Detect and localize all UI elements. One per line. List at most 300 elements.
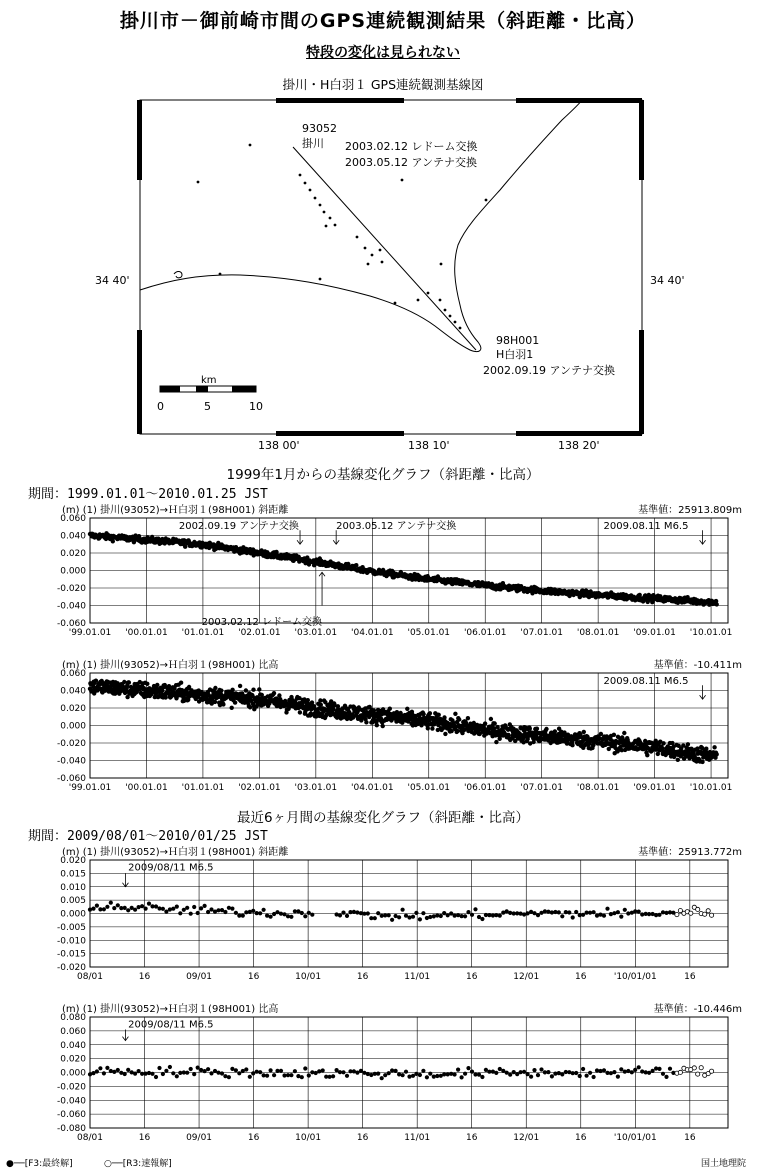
station2-id: 98H001	[496, 334, 540, 347]
final-data-point	[150, 1072, 154, 1076]
map-station-dot	[454, 321, 457, 324]
final-data-point	[164, 1069, 168, 1073]
y-tick-label: 0.020	[60, 856, 86, 866]
final-data-point	[178, 911, 182, 915]
final-data-point	[221, 702, 225, 706]
final-data-point	[199, 906, 203, 910]
x-tick-label: 16	[575, 972, 587, 982]
final-data-point	[279, 912, 283, 916]
final-data-point	[473, 907, 477, 911]
final-data-point	[622, 731, 626, 735]
y-tick-label: 0.080	[60, 1013, 86, 1023]
final-data-point	[105, 1066, 109, 1070]
final-data-point	[493, 721, 497, 725]
final-data-point	[494, 740, 498, 744]
final-data-point	[574, 910, 578, 914]
final-data-point	[585, 1074, 589, 1078]
final-data-point	[616, 910, 620, 914]
final-data-point	[345, 914, 349, 918]
final-data-point	[321, 1068, 325, 1072]
map-station-dot	[334, 224, 337, 227]
final-data-point	[388, 707, 392, 711]
final-data-point	[704, 747, 708, 751]
page-subtitle: 特段の変化は見られない	[306, 45, 460, 61]
y-tick-label: 0.005	[60, 896, 86, 907]
final-data-point	[196, 1066, 200, 1070]
final-data-point	[397, 915, 401, 919]
final-data-point	[535, 727, 539, 731]
final-data-point	[220, 1071, 224, 1075]
y-tick-label: -0.060	[56, 619, 86, 629]
final-data-point	[171, 907, 175, 911]
x-tick-label: 16	[684, 972, 696, 982]
final-data-point	[279, 1069, 283, 1073]
final-data-point	[387, 913, 391, 917]
footer-organization: 国土地理院	[700, 1159, 746, 1169]
final-data-point	[592, 910, 596, 914]
final-data-point	[623, 1070, 627, 1074]
final-data-point	[227, 906, 231, 910]
y-tick-label: 0.010	[60, 882, 86, 893]
section1-title: 1999年1月からの基線変化グラフ（斜距離・比高）	[226, 467, 540, 483]
map-station-dot	[381, 261, 384, 264]
final-data-point	[122, 680, 126, 684]
x-tick-label: '10.01.01	[689, 628, 733, 638]
y-tick-label: -0.005	[56, 922, 86, 933]
chart4-title: (m) (1) 掛川(93052)→Ｈ白羽１(98H001) 比高	[62, 1004, 279, 1015]
x-tick-label: 16	[575, 1133, 587, 1143]
final-data-point	[519, 912, 523, 916]
scale-bar	[157, 375, 263, 413]
section2-period: 期間：2009/08/01～2010/01/25 JST	[28, 829, 268, 844]
final-data-point	[112, 906, 116, 910]
rapid-data-point	[706, 909, 710, 913]
final-data-point	[364, 720, 368, 724]
station1-note-2: 2003.05.12 アンテナ交換	[345, 156, 478, 169]
final-data-point	[303, 914, 307, 918]
data-points	[88, 679, 719, 765]
x-tick-label: 11/01	[404, 972, 431, 982]
final-data-point	[109, 901, 113, 905]
final-data-point	[455, 729, 459, 733]
final-data-point	[168, 1065, 172, 1069]
final-data-point	[498, 914, 502, 918]
final-data-point	[428, 915, 432, 919]
final-data-point	[331, 1074, 335, 1078]
final-data-point	[234, 911, 238, 915]
final-data-point	[567, 910, 571, 914]
event-annotation: 2003.02.12 レドーム交換	[201, 617, 323, 628]
final-data-point	[630, 1070, 634, 1074]
x-tick-label: 16	[465, 972, 478, 982]
final-data-point	[657, 1067, 661, 1071]
final-data-point	[289, 915, 293, 919]
x-tick-label: 16	[684, 1133, 696, 1143]
final-data-point	[442, 715, 446, 719]
final-data-point	[147, 902, 151, 906]
x-tick-label: 16	[465, 1133, 478, 1143]
final-data-point	[293, 1069, 297, 1073]
map-station-dot	[401, 179, 404, 182]
final-data-point	[298, 710, 302, 714]
final-data-point	[133, 908, 137, 912]
chart3-title: (m) (1) 掛川(93052)→Ｈ白羽１(98H001) 斜距離	[62, 847, 289, 858]
lon-label-1: 138 00'	[258, 439, 300, 452]
map-station-dot	[309, 189, 312, 192]
section1-period: 期間：1999.01.01～2010.01.25 JST	[28, 487, 268, 502]
rapid-data-point	[689, 911, 693, 915]
y-tick-label: 0.015	[60, 869, 86, 880]
final-data-point	[116, 903, 120, 907]
final-data-point	[407, 1075, 411, 1079]
x-tick-label: '08.01.01	[576, 628, 620, 638]
map-station-dot	[367, 263, 370, 266]
final-data-point	[661, 1072, 665, 1076]
final-data-point	[381, 724, 385, 728]
final-data-point	[192, 905, 196, 909]
final-data-point	[443, 732, 447, 736]
final-data-point	[209, 907, 213, 911]
final-data-point	[192, 1072, 196, 1076]
final-data-point	[532, 1068, 536, 1072]
final-data-point	[137, 905, 141, 909]
final-data-point	[418, 917, 422, 921]
final-data-point	[411, 915, 415, 919]
final-data-point	[213, 700, 217, 704]
final-data-point	[536, 1073, 540, 1077]
final-data-point	[598, 1069, 602, 1073]
map-station-dot	[356, 236, 359, 239]
final-data-point	[102, 1071, 106, 1075]
final-data-point	[456, 913, 460, 917]
y-tick-label: 0.040	[60, 686, 86, 697]
final-data-point	[95, 1069, 99, 1073]
x-tick-label: 12/01	[513, 972, 540, 982]
final-data-point	[189, 912, 193, 916]
final-data-point	[206, 1067, 210, 1071]
event-annotation: 2009/08/11 M6.5	[128, 862, 214, 874]
map-station-dot	[329, 217, 332, 220]
final-data-point	[376, 1072, 380, 1076]
final-data-point	[581, 913, 585, 917]
final-data-point	[553, 729, 557, 733]
final-data-point	[426, 726, 430, 730]
final-data-point	[489, 717, 493, 721]
y-tick-label: 0.020	[60, 1054, 86, 1065]
x-tick-label: '09.01.01	[633, 628, 676, 638]
final-data-point	[300, 1075, 304, 1079]
rapid-data-point	[710, 1069, 714, 1073]
station2-note: 2002.09.19 アンテナ交換	[483, 364, 616, 377]
rapid-data-point	[696, 1072, 700, 1076]
map-station-dot	[319, 278, 322, 281]
final-data-point	[372, 708, 376, 712]
final-data-point	[668, 1067, 672, 1071]
final-data-point	[307, 1073, 311, 1077]
final-data-point	[470, 1070, 474, 1074]
final-data-point	[394, 1069, 398, 1073]
final-data-point	[432, 914, 436, 918]
final-data-point	[430, 726, 434, 730]
final-data-point	[203, 904, 207, 908]
final-data-point	[401, 908, 405, 912]
final-data-point	[126, 908, 130, 912]
data-points	[88, 531, 719, 607]
final-data-point	[571, 915, 575, 919]
final-data-point	[227, 1075, 231, 1079]
final-data-point	[390, 918, 394, 922]
final-data-point	[466, 1066, 470, 1070]
final-data-point	[456, 1068, 460, 1072]
final-data-point	[375, 723, 379, 727]
y-tick-label: -0.060	[56, 774, 86, 784]
final-data-point	[592, 1075, 596, 1079]
map-title: 掛川・H白羽１ GPS連続観測基線図	[282, 77, 484, 92]
final-data-point	[602, 1068, 606, 1072]
x-tick-label: '99.01.01	[68, 628, 112, 638]
final-data-point	[550, 1074, 554, 1078]
rapid-data-point	[710, 913, 714, 917]
map-station-dot	[304, 182, 307, 185]
final-data-point	[257, 687, 261, 691]
final-data-point	[175, 905, 179, 909]
x-tick-label: '06.01.01	[463, 783, 507, 793]
final-data-point	[466, 716, 470, 720]
final-data-point	[251, 688, 255, 692]
map-station-dot	[371, 254, 374, 257]
rapid-data-point	[696, 907, 700, 911]
final-data-point	[557, 910, 561, 914]
final-data-point	[171, 1071, 175, 1075]
final-data-point	[439, 914, 443, 918]
final-data-point	[460, 1075, 464, 1079]
final-data-point	[508, 911, 512, 915]
x-tick-label: '01.01.01	[181, 783, 225, 793]
chart-slope-distance-long	[0, 513, 766, 643]
event-annotation: 2002.09.19 アンテナ交換	[178, 520, 299, 532]
y-tick-label: 0.000	[60, 909, 86, 920]
section2-title: 最近6ヶ月間の基線変化グラフ（斜距離・比高）	[236, 810, 530, 826]
final-data-point	[272, 691, 276, 695]
final-data-point	[640, 912, 644, 916]
final-data-point	[712, 745, 716, 749]
final-data-point	[269, 915, 273, 919]
final-data-point	[237, 1071, 241, 1075]
final-data-point	[155, 683, 159, 687]
final-data-point	[144, 907, 148, 911]
map-station-dot	[394, 302, 397, 305]
x-tick-label: 16	[356, 1133, 369, 1143]
final-data-point	[626, 911, 630, 915]
final-data-point	[453, 712, 457, 716]
map-station-dot	[249, 144, 252, 147]
final-data-point	[272, 1073, 276, 1077]
final-data-point	[319, 703, 323, 707]
final-data-point	[401, 1073, 405, 1077]
final-data-point	[196, 911, 200, 915]
map-station-dot	[449, 315, 452, 318]
final-data-point	[248, 705, 252, 709]
map-station-dot	[197, 181, 200, 184]
final-data-point	[609, 912, 613, 916]
final-data-point	[289, 1073, 293, 1077]
lon-label-3: 138 20'	[558, 439, 600, 452]
station1-name: 掛川	[302, 137, 324, 150]
final-data-point	[570, 743, 574, 747]
coastline	[140, 100, 582, 352]
event-annotation: 2003.05.12 アンテナ交換	[336, 520, 457, 532]
final-data-point	[661, 741, 665, 745]
final-data-point	[470, 913, 474, 917]
final-data-point	[338, 913, 342, 917]
chart3-reference: 基準値：25913.772m	[638, 847, 742, 858]
chart2-reference: 基準値：-10.411m	[653, 660, 742, 671]
scale-tick-10: 10	[249, 400, 263, 413]
final-data-point	[341, 911, 345, 915]
final-data-point	[619, 1067, 623, 1071]
x-tick-label: 08/01	[77, 1133, 103, 1143]
final-data-point	[661, 910, 665, 914]
x-tick-label: '01.01.01	[181, 628, 225, 638]
chart4-reference: 基準値：-10.446m	[653, 1004, 742, 1015]
x-tick-label: 09/01	[186, 1133, 213, 1143]
x-tick-label: '09.01.01	[633, 783, 676, 793]
final-data-point	[209, 1071, 213, 1075]
x-tick-label: 10/01	[295, 972, 322, 982]
final-data-point	[230, 907, 234, 911]
final-data-point	[526, 1072, 530, 1076]
map-station-dot	[444, 309, 447, 312]
map-station-dot	[427, 292, 430, 295]
final-data-point	[536, 913, 540, 917]
final-data-point	[234, 1068, 238, 1072]
final-data-point	[91, 907, 95, 911]
map-station-dot	[440, 263, 443, 266]
final-data-point	[387, 1071, 391, 1075]
final-data-point	[560, 1072, 564, 1076]
final-data-point	[303, 1066, 307, 1070]
chart-slope-distance-recent	[0, 855, 766, 985]
final-data-point	[277, 693, 281, 697]
x-tick-label: '00.01.01	[125, 783, 168, 793]
legend-rapid: ○──[R3:速報解]	[104, 1159, 172, 1169]
map-station-dot	[485, 199, 488, 202]
chart-height-diff-recent	[0, 1012, 766, 1147]
final-data-point	[341, 1070, 345, 1074]
final-data-point	[161, 907, 165, 911]
final-data-point	[123, 906, 127, 910]
y-tick-label: -0.040	[56, 1096, 86, 1107]
final-data-point	[230, 688, 234, 692]
final-data-point	[480, 1075, 484, 1079]
final-data-point	[437, 713, 441, 717]
y-tick-label: -0.060	[56, 1110, 86, 1121]
x-tick-label: 08/01	[77, 972, 103, 982]
final-data-point	[248, 1075, 252, 1079]
x-tick-label: 16	[138, 1133, 151, 1143]
data-points	[88, 901, 714, 922]
final-data-point	[317, 1069, 321, 1073]
final-data-point	[483, 721, 487, 725]
final-data-point	[189, 1067, 193, 1071]
final-data-point	[233, 700, 237, 704]
chart1-reference: 基準値：25913.809m	[638, 505, 742, 516]
station1-note-1: 2003.02.12 レドーム交換	[345, 140, 478, 153]
final-data-point	[428, 711, 432, 715]
y-tick-label: 0.020	[60, 704, 86, 714]
x-tick-label: '02.01.01	[238, 783, 281, 793]
x-tick-label: 16	[356, 972, 369, 982]
final-data-point	[640, 1069, 644, 1073]
final-data-point	[605, 907, 609, 911]
rapid-data-point	[692, 1066, 696, 1070]
final-data-point	[623, 908, 627, 912]
y-tick-label: 0.060	[60, 1026, 86, 1037]
station1-id: 93052	[302, 122, 337, 135]
chart1-title: (m) (1) 掛川(93052)→Ｈ白羽１(98H001) 斜距離	[62, 505, 289, 516]
final-data-point	[116, 1068, 120, 1072]
final-data-point	[244, 688, 248, 692]
final-data-point	[175, 1074, 179, 1078]
final-data-point	[300, 911, 304, 915]
final-data-point	[560, 914, 564, 918]
y-tick-label: -0.015	[56, 949, 86, 960]
final-data-point	[179, 681, 183, 685]
final-data-point	[546, 1070, 550, 1074]
final-data-point	[686, 742, 690, 746]
page-title: 掛川市－御前崎市間のGPS連続観測結果（斜距離・比高）	[119, 10, 647, 32]
final-data-point	[645, 753, 649, 757]
baseline-map	[0, 0, 766, 460]
final-data-point	[407, 915, 411, 919]
x-tick-label: '00.01.01	[125, 628, 168, 638]
final-data-point	[355, 910, 359, 914]
final-data-point	[612, 1070, 616, 1074]
x-tick-label: 16	[247, 1133, 260, 1143]
final-data-point	[376, 911, 380, 915]
map-stations	[197, 144, 488, 330]
final-data-point	[310, 913, 314, 917]
y-tick-label: -0.010	[56, 936, 86, 947]
x-tick-label: '02.01.01	[238, 628, 281, 638]
event-annotation: 2009.08.11 M6.5	[603, 520, 689, 532]
final-data-point	[105, 905, 109, 909]
final-data-point	[446, 1072, 450, 1076]
x-tick-label: '04.01.01	[351, 628, 394, 638]
final-data-point	[241, 914, 245, 918]
y-tick-label: -0.040	[56, 756, 86, 767]
final-data-point	[126, 1068, 130, 1072]
final-data-point	[244, 1067, 248, 1071]
final-data-point	[133, 1072, 137, 1076]
final-data-point	[544, 727, 548, 731]
final-data-point	[602, 914, 606, 918]
final-data-point	[238, 684, 242, 688]
final-data-point	[161, 1072, 165, 1076]
final-data-point	[109, 1069, 113, 1073]
x-tick-label: 09/01	[186, 972, 213, 982]
final-data-point	[578, 1074, 582, 1078]
final-data-point	[414, 911, 418, 915]
lat-label-right: 34 40'	[650, 274, 685, 287]
final-data-point	[581, 1067, 585, 1071]
final-data-point	[457, 717, 461, 721]
final-data-point	[147, 1071, 151, 1075]
map-station-dot	[299, 174, 302, 177]
y-tick-label: 0.040	[60, 1040, 86, 1051]
final-data-point	[494, 1071, 498, 1075]
final-data-point	[265, 1074, 269, 1078]
